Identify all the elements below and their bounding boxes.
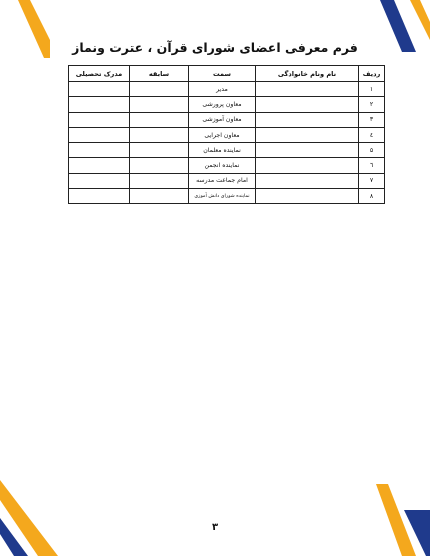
education-cell[interactable] (69, 173, 130, 188)
row-number: ٤ (359, 127, 385, 142)
education-cell[interactable] (69, 127, 130, 142)
row-number: ۷ (359, 173, 385, 188)
position-cell: معاون اجرایی (189, 127, 256, 142)
position-cell: امام جماعت مدرسه (189, 173, 256, 188)
decor-bottom-left (0, 456, 62, 556)
name-cell[interactable] (256, 173, 359, 188)
table-row (69, 173, 385, 188)
row-number: ۲ (359, 97, 385, 112)
name-cell[interactable] (256, 143, 359, 158)
decor-top-left (0, 0, 50, 58)
experience-cell[interactable] (130, 97, 189, 112)
name-cell[interactable] (256, 189, 359, 204)
education-cell[interactable] (69, 112, 130, 127)
table-row (69, 189, 385, 204)
header-row-number: ردیف (359, 66, 385, 82)
position-cell: نماینده شورای دانش آموزی (189, 189, 256, 204)
row-number: ۳ (359, 112, 385, 127)
name-cell[interactable] (256, 82, 359, 97)
position-cell: نماینده انجمن (189, 158, 256, 173)
header-education: مدرک تحصیلی (69, 66, 130, 82)
position-cell: نماینده معلمان (189, 143, 256, 158)
experience-cell[interactable] (130, 158, 189, 173)
name-cell[interactable] (256, 97, 359, 112)
header-experience: سابقه (130, 66, 189, 82)
row-number: ۱ (359, 82, 385, 97)
education-cell[interactable] (69, 97, 130, 112)
header-position: سمت (189, 66, 256, 82)
experience-cell[interactable] (130, 82, 189, 97)
row-number: ۸ (359, 189, 385, 204)
table-row (69, 158, 385, 173)
decor-top-right (380, 0, 430, 52)
table-row (69, 127, 385, 142)
experience-cell[interactable] (130, 173, 189, 188)
table-row (69, 143, 385, 158)
page-number: ۳ (211, 522, 219, 533)
table-row (69, 97, 385, 112)
experience-cell[interactable] (130, 112, 189, 127)
name-cell[interactable] (256, 127, 359, 142)
education-cell[interactable] (69, 82, 130, 97)
position-cell: معاون پرورشی (189, 97, 256, 112)
education-cell[interactable] (69, 189, 130, 204)
name-cell[interactable] (256, 158, 359, 173)
experience-cell[interactable] (130, 189, 189, 204)
name-cell[interactable] (256, 112, 359, 127)
table-header-row (69, 66, 385, 82)
position-cell: مدیر (189, 82, 256, 97)
form-title: فرم معرفی اعضای شورای قرآن ، عترت ونماز (72, 40, 358, 55)
row-number: ٦ (359, 158, 385, 173)
experience-cell[interactable] (130, 143, 189, 158)
row-number: ۵ (359, 143, 385, 158)
table-row (69, 112, 385, 127)
experience-cell[interactable] (130, 127, 189, 142)
header-full-name: نام ونام خانوادگی (256, 66, 359, 82)
education-cell[interactable] (69, 158, 130, 173)
education-cell[interactable] (69, 143, 130, 158)
council-members-table (68, 65, 385, 204)
decor-bottom-right (374, 484, 430, 556)
position-cell: معاون آموزشی (189, 112, 256, 127)
table-row (69, 82, 385, 97)
